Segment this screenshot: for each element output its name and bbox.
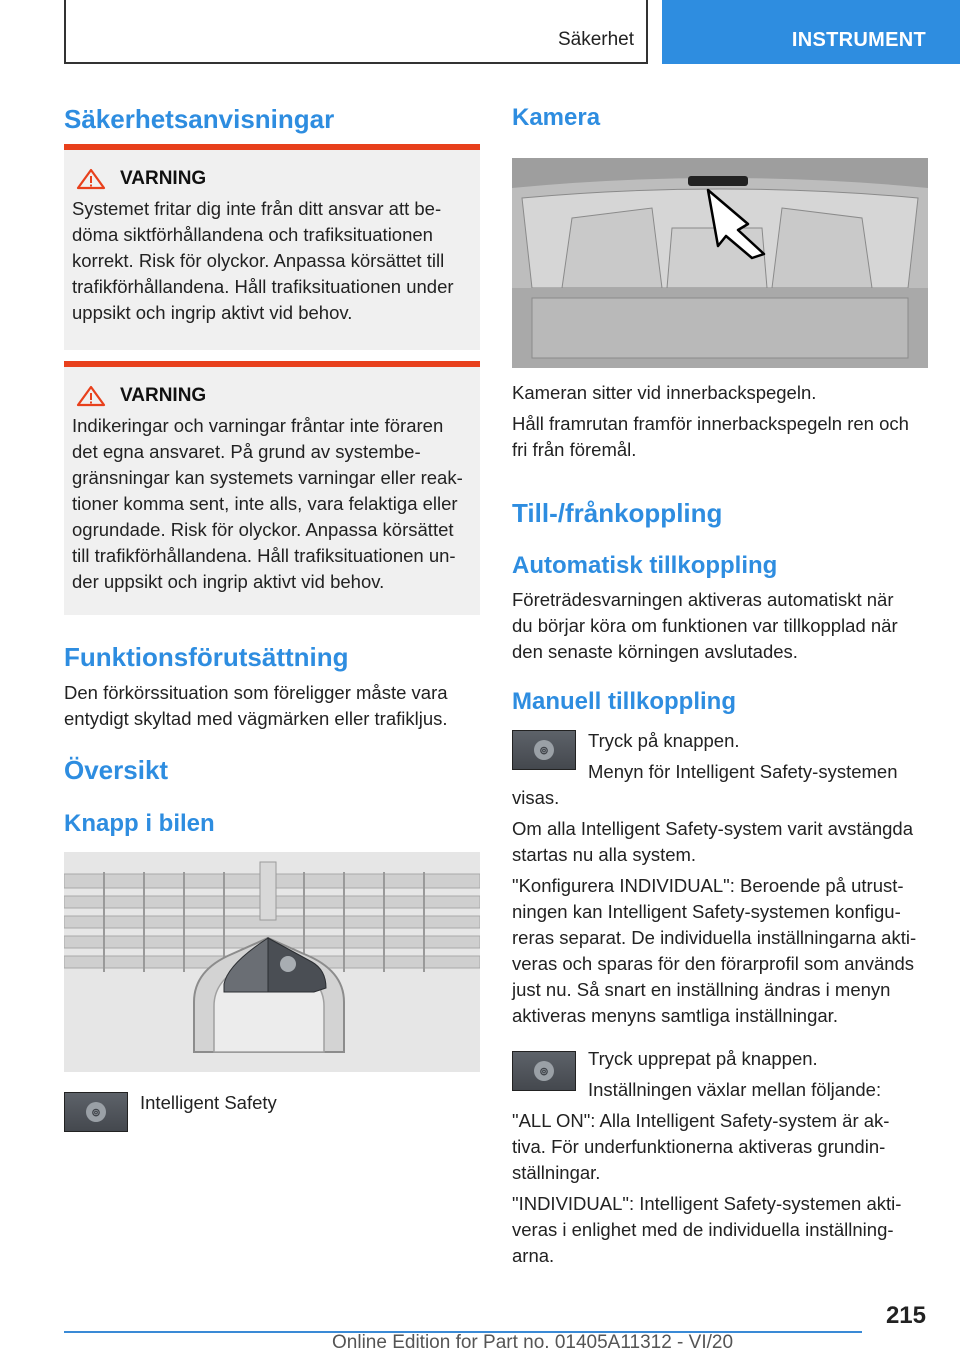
intelligent-safety-icon: ⊚: [86, 1102, 106, 1122]
all-systems-text: Om alla Intelligent Safety-system varit avstängda startas nu alla system.: [512, 818, 914, 865]
press-repeatedly-step: Tryck upprepat på knappen.: [588, 1048, 818, 1069]
requirements-heading: Funktionsförutsättning: [64, 642, 349, 672]
warning-text-2: Indikeringar och varningar fråntar inte föraren det egna ansvaret. På grund av systembe- gränsningar kan systemets varningar eller reak- tioner komma sent, inte alls, vara felaktiga eller ogrundade. Risk för olyckor. Anpassa körsättet till trafikförhållandena. Håll trafiksituationen un- der uppsikt och ingrip aktivt vid behov.: [72, 415, 463, 592]
on-off-heading: Till-/frånkoppling: [512, 498, 723, 528]
page-number: 215: [885, 1302, 926, 1329]
intelligent-safety-button-image-3: [512, 1051, 576, 1091]
camera-heading: Kamera: [512, 104, 601, 131]
warning-box-2: [64, 361, 480, 615]
intelligent-safety-icon: ⊚: [534, 740, 554, 760]
individual-text: "INDIVIDUAL": Intelligent Safety-systemen akti- veras i enlighet med de individuella inställning- arna.: [512, 1193, 902, 1266]
camera-location-text: Kameran sitter vid innerbackspegeln.: [512, 382, 817, 403]
warning-title-1: VARNING: [72, 168, 472, 190]
console-button-illustration: [64, 852, 480, 1072]
press-button-step: Tryck på knappen.: [588, 730, 740, 751]
intelligent-safety-label: Intelligent Safety: [140, 1092, 277, 1113]
header-section-tab: [64, 0, 648, 64]
intelligent-safety-button-image: [64, 1092, 128, 1132]
warning-text-1: Systemet fritar dig inte från ditt ansvar att be- döma siktförhållandena och trafiksituationen korrekt. Risk för olyckor. Anpassa körsättet till trafikförhållandena. Håll trafiksituationen under uppsikt och ingrip aktivt vid behov.: [72, 198, 454, 323]
menu-shown-step-cont: visas.: [512, 787, 560, 808]
menu-shown-step: Menyn för Intelligent Safety-systemen: [588, 761, 898, 782]
header-chapter-label: INSTRUMENT: [791, 29, 926, 51]
manual-activation-heading: Manuell tillkoppling: [512, 688, 736, 715]
footer-edition-text: Online Edition for Part no. 01405A11312 - VI/20: [332, 1332, 734, 1353]
warning-box-1: [64, 144, 480, 350]
warning-triangle-icon: [76, 168, 106, 190]
intelligent-safety-icon: ⊚: [534, 1061, 554, 1081]
configure-individual-text: "Konfigurera INDIVIDUAL": Beroende på utrust- ningen kan Intelligent Safety-systemen konfigu- reras separat. De individuella inställningarna akti- veras och sparas för den förarprofil som används just nu. Så snart en inställning ändras i menyn aktiveras menyns samtliga inställningar.: [512, 875, 917, 1026]
requirements-text: Den förkörssituation som föreligger måste vara entydigt skyltad med vägmärken eller trafikljus.: [64, 682, 448, 729]
button-in-car-heading: Knapp i bilen: [64, 810, 215, 837]
header-section-label: Säkerhet: [557, 29, 634, 50]
automatic-activation-text: Företrädesvarningen aktiveras automatiskt när du börjar köra om funktionen var tillkopplad när den senaste körningen avslutades.: [512, 589, 898, 662]
all-on-text: "ALL ON": Alla Intelligent Safety-system är ak- tiva. För underfunktionerna aktiveras grundin- ställningar.: [512, 1110, 890, 1183]
warning-triangle-icon: [76, 385, 106, 407]
header-chapter-tab: [662, 0, 960, 64]
warning-title-2: VARNING: [72, 385, 472, 407]
overview-heading: Översikt: [64, 755, 169, 785]
safety-instructions-heading: Säkerhetsanvisningar: [64, 104, 335, 134]
setting-toggles-step: Inställningen växlar mellan följande:: [588, 1079, 882, 1100]
automatic-activation-heading: Automatisk tillkoppling: [512, 552, 778, 579]
camera-clean-text: Håll framrutan framför innerbackspegeln ren och fri från föremål.: [512, 413, 909, 460]
camera-location-illustration: [512, 158, 928, 368]
intelligent-safety-button-image-2: [512, 730, 576, 770]
